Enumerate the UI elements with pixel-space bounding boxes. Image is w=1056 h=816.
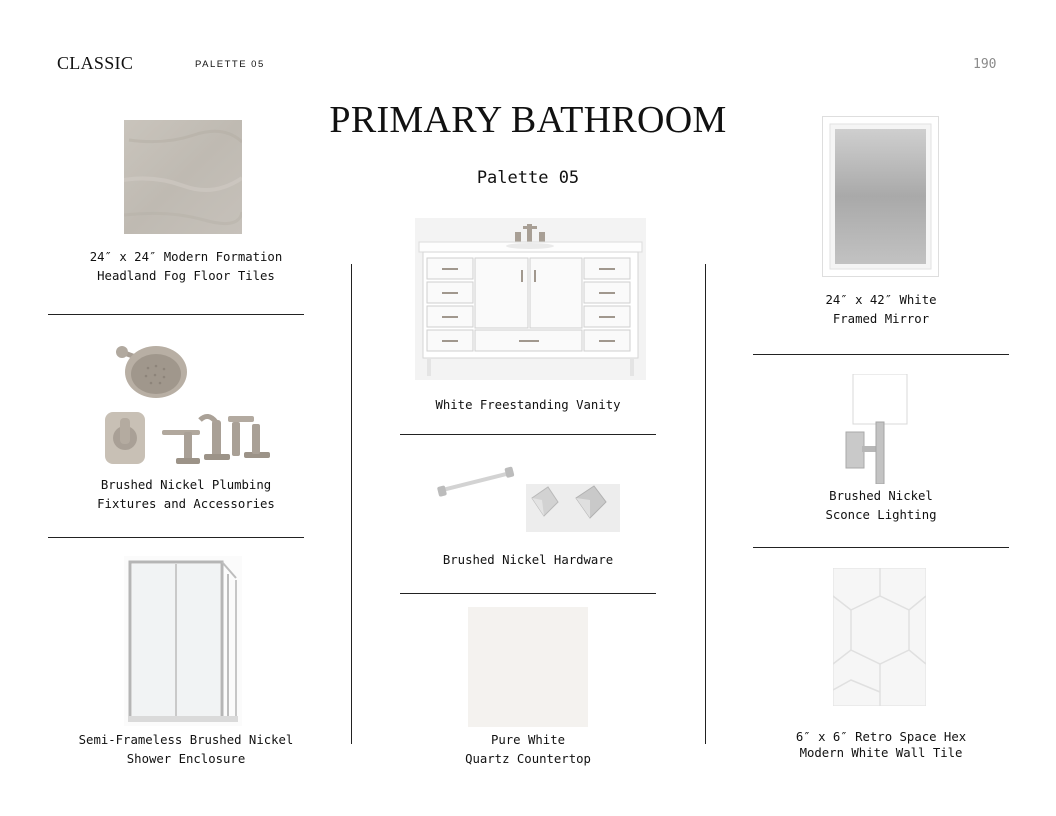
hardware-caption bbox=[400, 551, 656, 570]
column-divider-left bbox=[351, 264, 352, 744]
hardware-image bbox=[434, 454, 624, 534]
caption-line: Shower Enclosure bbox=[126, 752, 246, 766]
caption-line: Fixtures and Accessories bbox=[97, 497, 275, 511]
palette-subtitle: Palette 05 bbox=[476, 168, 580, 188]
caption-line: Brushed Nickel Hardware bbox=[442, 553, 614, 567]
caption-line: Sconce Lighting bbox=[825, 508, 937, 522]
wall-tile-image bbox=[833, 568, 926, 706]
page-title: PRIMARY BATHROOM bbox=[329, 99, 727, 141]
sconce-image bbox=[842, 374, 912, 484]
caption-line: 24″ x 24″ Modern Formation bbox=[89, 250, 283, 264]
plumbing-fixtures-image bbox=[100, 340, 275, 470]
caption-line: Quartz Countertop bbox=[465, 752, 591, 766]
rule-center-1 bbox=[400, 434, 656, 435]
rule-left-1 bbox=[48, 314, 304, 315]
shower-caption bbox=[48, 731, 324, 769]
wall-tile-caption bbox=[753, 729, 1009, 761]
countertop-swatch bbox=[468, 607, 588, 727]
caption-line: Brushed Nickel Plumbing bbox=[100, 478, 272, 492]
caption-line: Semi-Frameless Brushed Nickel bbox=[78, 733, 294, 747]
floor-tile-caption bbox=[48, 248, 324, 286]
mirror-image bbox=[822, 116, 939, 277]
countertop-caption bbox=[400, 731, 656, 769]
caption-line: 24″ x 42″ White bbox=[825, 293, 937, 307]
rule-center-2 bbox=[400, 593, 656, 594]
plumbing-caption bbox=[48, 476, 324, 514]
shower-enclosure-image bbox=[124, 556, 242, 726]
palette-tag: PALETTE 05 bbox=[195, 59, 265, 70]
caption-line: 6″ x 6″ Retro Space Hex bbox=[795, 730, 967, 744]
caption-line: Pure White bbox=[490, 733, 566, 747]
floor-tile-image bbox=[124, 120, 242, 234]
page-number: 190 bbox=[973, 57, 997, 72]
caption-line: Brushed Nickel bbox=[829, 489, 933, 503]
rule-right-1 bbox=[753, 354, 1009, 355]
column-divider-right bbox=[705, 264, 706, 744]
sconce-caption bbox=[753, 487, 1009, 525]
caption-line: Framed Mirror bbox=[832, 312, 930, 326]
vanity-caption bbox=[400, 396, 656, 415]
rule-right-2 bbox=[753, 547, 1009, 548]
vanity-image bbox=[415, 218, 646, 380]
brand-label: CLASSIC bbox=[57, 53, 134, 73]
rule-left-2 bbox=[48, 537, 304, 538]
mirror-caption bbox=[753, 291, 1009, 329]
caption-line: White Freestanding Vanity bbox=[435, 398, 621, 412]
caption-line: Headland Fog Floor Tiles bbox=[97, 269, 275, 283]
caption-line: Modern White Wall Tile bbox=[799, 746, 963, 760]
